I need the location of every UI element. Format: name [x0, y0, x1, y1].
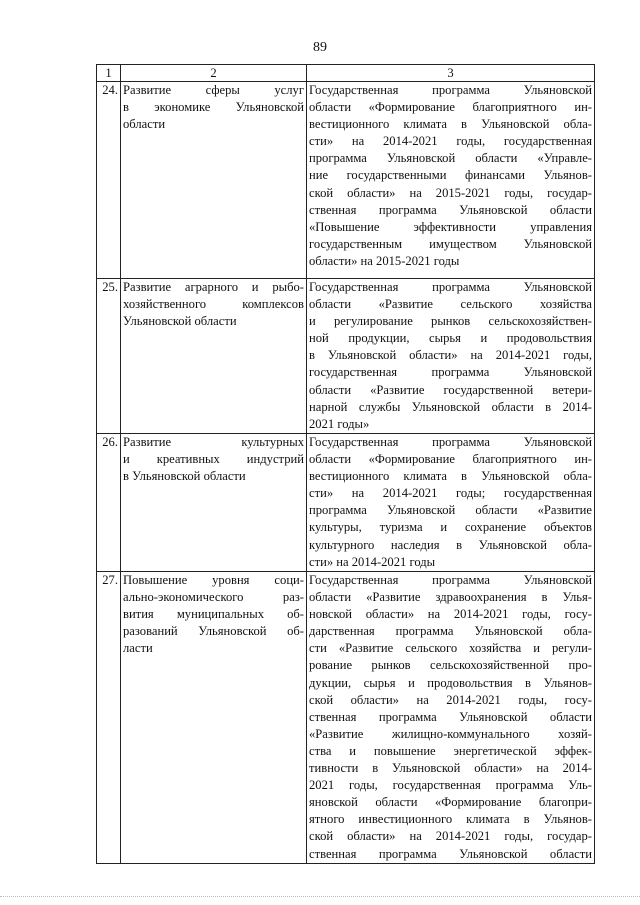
header-cell-1: 1	[97, 65, 121, 82]
state-programs-line: ской области» на 2014-2021 годы, госу-	[309, 692, 592, 707]
state-programs-line: вестиционного климата в Ульяновской обла-	[309, 469, 592, 484]
state-programs-line: ской области» на 2014-2021 годы, государ-	[309, 829, 592, 844]
state-programs-line: ной продукции, сырья и продовольствия	[309, 331, 592, 346]
state-programs-cell	[307, 82, 595, 279]
state-programs-line: 2021 годы»	[309, 416, 370, 431]
state-programs-line: 2021 годы, государственная программа Уль-	[309, 778, 592, 793]
direction-name-line: области	[123, 117, 166, 132]
scan-edge-dots	[0, 895, 640, 897]
table-header-row	[97, 65, 595, 82]
state-programs-line: Государственная программа Ульяновской	[309, 435, 592, 449]
state-programs-line: ства и повышение энергетической эффек-	[309, 743, 592, 758]
state-programs-line: тивности в Ульяновской области» на 2014-	[309, 761, 592, 776]
row-number: 26.	[97, 434, 121, 572]
row-number: 25.	[97, 279, 121, 434]
header-cell-2: 2	[121, 65, 307, 82]
state-programs-line: «Развитие жилищно-коммунального хозяй-	[309, 726, 592, 741]
state-programs-line: программа Ульяновской области «Управле-	[309, 151, 592, 166]
direction-name-line: разований Ульяновской об-	[123, 624, 304, 639]
direction-name-line: Развитие сферы услуг	[123, 83, 304, 97]
direction-name-line: ально-экономического раз-	[123, 590, 304, 605]
direction-name-line: в экономике Ульяновской	[123, 100, 304, 115]
state-programs-line: культуры, туризма и сохранение объектов	[309, 520, 592, 535]
programs-table	[96, 64, 595, 864]
state-programs-line: государственная программа Ульяновской	[309, 365, 592, 380]
header-cell-3: 3	[307, 65, 595, 82]
state-programs-line: сти «Развитие сельского хозяйства и регули-	[309, 641, 592, 656]
state-programs-line: культурного наследия в Ульяновской обла-	[309, 537, 592, 552]
direction-name-cell	[121, 279, 307, 434]
state-programs-line: Государственная программа Ульяновской	[309, 280, 592, 294]
direction-name-line: Развитие культурных	[123, 435, 304, 449]
state-programs-line: государственным имуществом Ульяновской	[309, 236, 592, 251]
state-programs-cell	[307, 279, 595, 434]
state-programs-line: Государственная программа Ульяновской	[309, 573, 592, 587]
direction-name-line: и креативных индустрий	[123, 452, 304, 467]
state-programs-line: области «Развитие государственной ветери-	[309, 382, 592, 397]
table-row	[97, 572, 595, 864]
direction-name-cell	[121, 82, 307, 279]
state-programs-line: ской области» на 2015-2021 годы, государ-	[309, 185, 592, 200]
state-programs-line: программа Ульяновской области «Развитие	[309, 503, 592, 518]
state-programs-line: области «Формирование благоприятного ин-	[309, 452, 592, 467]
state-programs-line: области «Формирование благоприятного ин-	[309, 100, 592, 115]
state-programs-line: дукции, сырья и продовольствия в Ульянов-	[309, 675, 592, 690]
direction-name-line: Повышение уровня соци-	[123, 573, 304, 587]
state-programs-line: области «Развитие сельского хозяйства	[309, 297, 592, 312]
direction-name-line: хозяйственного комплексов	[123, 297, 304, 312]
state-programs-line: сти» на 2014-2021 годы	[309, 554, 436, 569]
state-programs-line: области» на 2015-2021 годы	[309, 253, 460, 268]
state-programs-line: ние государственными финансами Ульянов-	[309, 168, 592, 183]
state-programs-line: новской области» на 2014-2021 годы, госу-	[309, 607, 592, 622]
state-programs-line: яновской области «Формирование благопри-	[309, 795, 592, 810]
state-programs-line: в Ульяновской области» на 2014-2021 годы,	[309, 348, 592, 363]
direction-name-line: Ульяновской области	[123, 314, 237, 329]
state-programs-line: дарственная программа Ульяновской обла-	[309, 624, 592, 639]
state-programs-line: вестиционного климата в Ульяновской обла-	[309, 117, 592, 132]
state-programs-line: «Повышение эффективности управления	[309, 219, 592, 234]
table-row	[97, 434, 595, 572]
state-programs-line: ятного инвестиционного климата в Ульянов-	[309, 812, 592, 827]
state-programs-cell	[307, 434, 595, 572]
direction-name-cell	[121, 434, 307, 572]
direction-name-line: в Ульяновской области	[123, 469, 246, 484]
state-programs-line: ственная программа Ульяновской области	[309, 846, 592, 861]
state-programs-line: сти» на 2014-2021 годы, государственная	[309, 134, 592, 149]
table-row	[97, 82, 595, 279]
state-programs-line: сти» на 2014-2021 годы; государственная	[309, 486, 592, 501]
state-programs-line: ственная программа Ульяновской области	[309, 202, 592, 217]
state-programs-line: ственная программа Ульяновской области	[309, 709, 592, 724]
state-programs-cell	[307, 572, 595, 864]
state-programs-line: нарной службы Ульяновской области в 2014-	[309, 399, 592, 414]
state-programs-line: рование рынков сельскохозяйственной про-	[309, 658, 592, 673]
state-programs-line: и регулирование рынков сельскохозяйствен-	[309, 314, 592, 329]
row-number: 24.	[97, 82, 121, 279]
direction-name-line: Развитие аграрного и рыбо-	[123, 280, 304, 294]
table-row	[97, 279, 595, 434]
direction-name-line: вития муниципальных об-	[123, 607, 304, 622]
page-number: 89	[313, 40, 327, 55]
direction-name-cell	[121, 572, 307, 864]
row-number: 27.	[97, 572, 121, 864]
state-programs-line: области «Развитие здравоохранения в Улья-	[309, 590, 592, 605]
state-programs-line: Государственная программа Ульяновской	[309, 83, 592, 97]
direction-name-line: ласти	[123, 641, 153, 656]
